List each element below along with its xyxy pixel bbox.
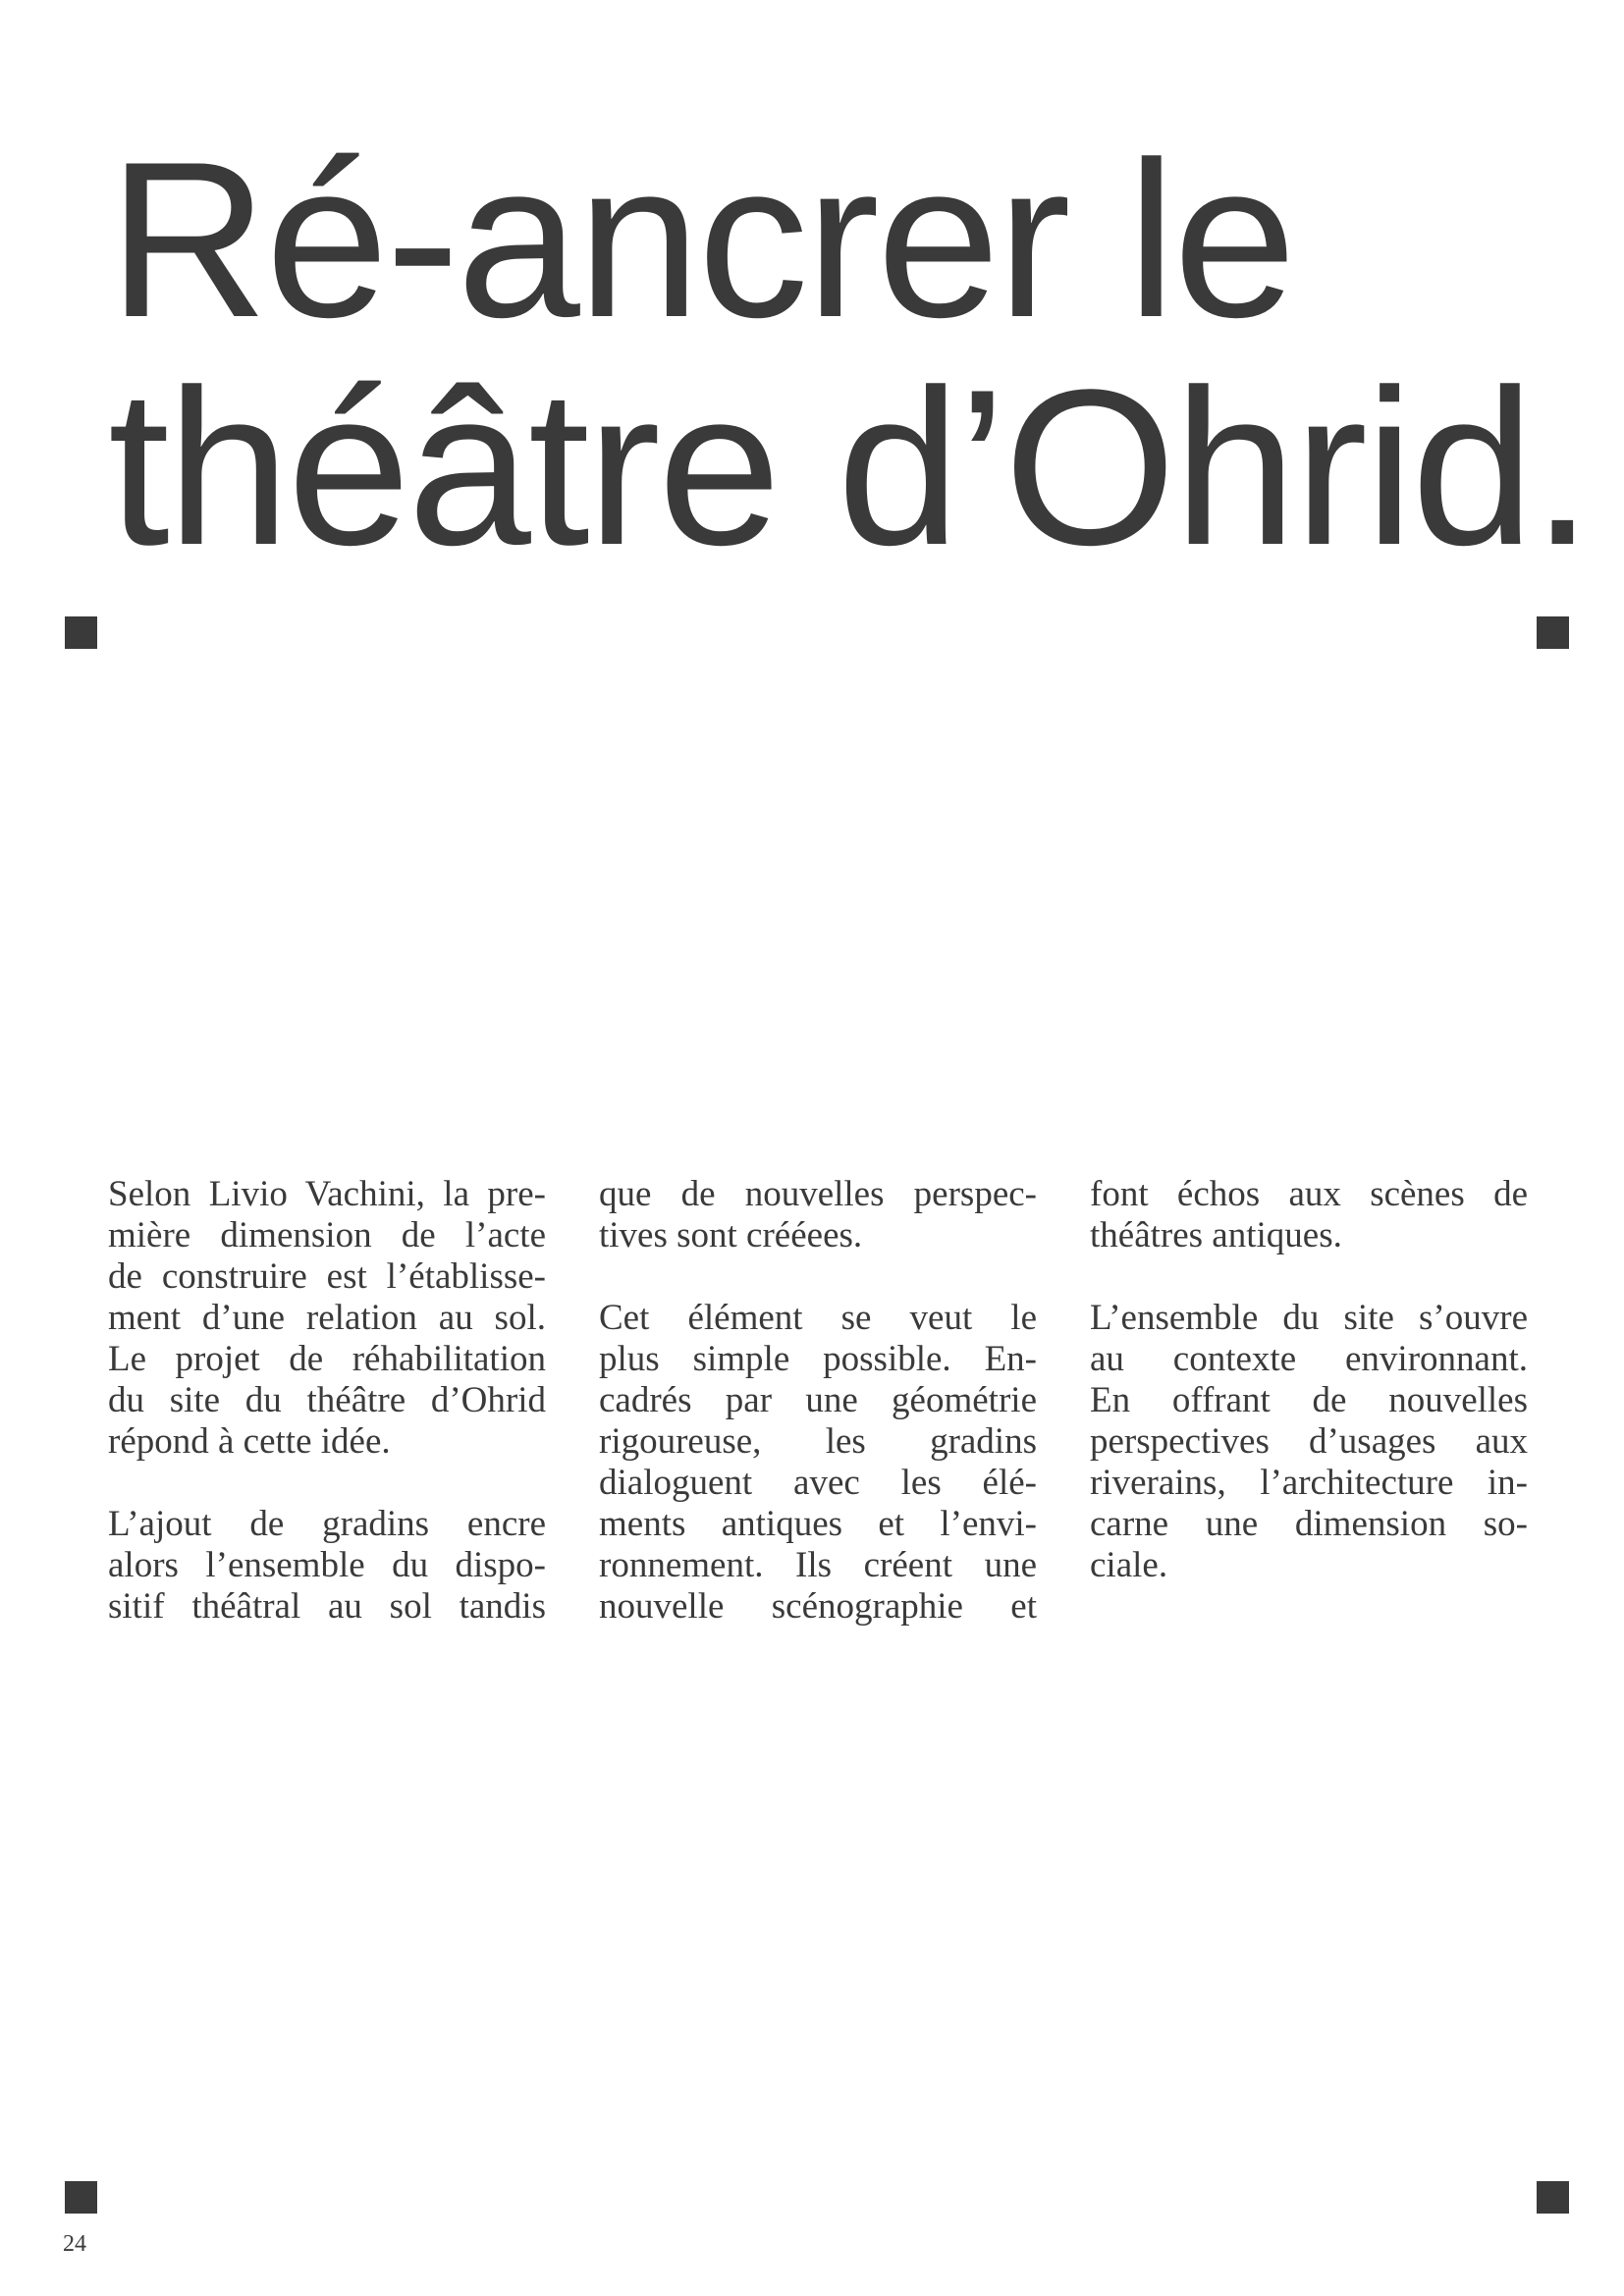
page-number: 24 — [63, 2231, 86, 2257]
page-title — [108, 115, 1600, 591]
paragraph — [108, 1504, 546, 1628]
text-line: L’ensemble du site s’ouvre — [1090, 1298, 1528, 1338]
paragraph — [1090, 1298, 1528, 1586]
text-line: sitif théâtral au sol tandis — [108, 1586, 546, 1627]
text-line: rigoureuse, les gradins — [599, 1421, 1037, 1462]
text-line: Le projet de réhabilitation — [108, 1339, 546, 1379]
paragraph — [599, 1174, 1037, 1256]
text-line: carne une dimension so- — [1090, 1504, 1528, 1544]
text-line: du site du théâtre d’Ohrid — [108, 1380, 546, 1420]
text-line: font échos aux scènes de — [1090, 1174, 1528, 1214]
text-line: nouvelle scénographie et — [599, 1586, 1037, 1627]
paragraph — [599, 1298, 1037, 1628]
text-line: ment d’une relation au sol. — [108, 1298, 546, 1338]
text-column-2 — [599, 1174, 1037, 1669]
corner-marker-top-left — [65, 616, 97, 649]
text-line: au contexte environnant. — [1090, 1339, 1528, 1379]
corner-marker-bottom-left — [65, 2181, 97, 2214]
text-line: cadrés par une géométrie — [599, 1380, 1037, 1420]
text-line: Selon Livio Vachini, la pre- — [108, 1174, 546, 1214]
text-line: répond à cette idée. — [108, 1421, 391, 1462]
text-line: mière dimension de l’acte — [108, 1215, 546, 1255]
text-line: de construire est l’établisse- — [108, 1256, 546, 1297]
text-line: ronnement. Ils créent une — [599, 1545, 1037, 1585]
title-line-2: théâtre d’Ohrid. — [108, 343, 1591, 591]
text-line: ments antiques et l’envi- — [599, 1504, 1037, 1544]
text-line: ciale. — [1090, 1545, 1168, 1585]
text-line: alors l’ensemble du dispo- — [108, 1545, 546, 1585]
title-line-1: Ré-ancrer le — [108, 115, 1294, 363]
text-line: En offrant de nouvelles — [1090, 1380, 1528, 1420]
text-line: L’ajout de gradins encre — [108, 1504, 546, 1544]
text-line: Cet élément se veut le — [599, 1298, 1037, 1338]
text-line: que de nouvelles perspec- — [599, 1174, 1037, 1214]
corner-marker-bottom-right — [1537, 2181, 1569, 2214]
text-line: théâtres antiques. — [1090, 1215, 1342, 1255]
text-line: dialoguent avec les élé- — [599, 1463, 1037, 1503]
text-line: tives sont crééees. — [599, 1215, 863, 1255]
text-column-3 — [1090, 1174, 1528, 1628]
paragraph — [108, 1174, 546, 1463]
text-column-1 — [108, 1174, 546, 1669]
text-line: plus simple possible. En- — [599, 1339, 1037, 1379]
text-line: riverains, l’architecture in- — [1090, 1463, 1528, 1503]
corner-marker-top-right — [1537, 616, 1569, 649]
text-line: perspectives d’usages aux — [1090, 1421, 1528, 1462]
paragraph — [1090, 1174, 1528, 1256]
